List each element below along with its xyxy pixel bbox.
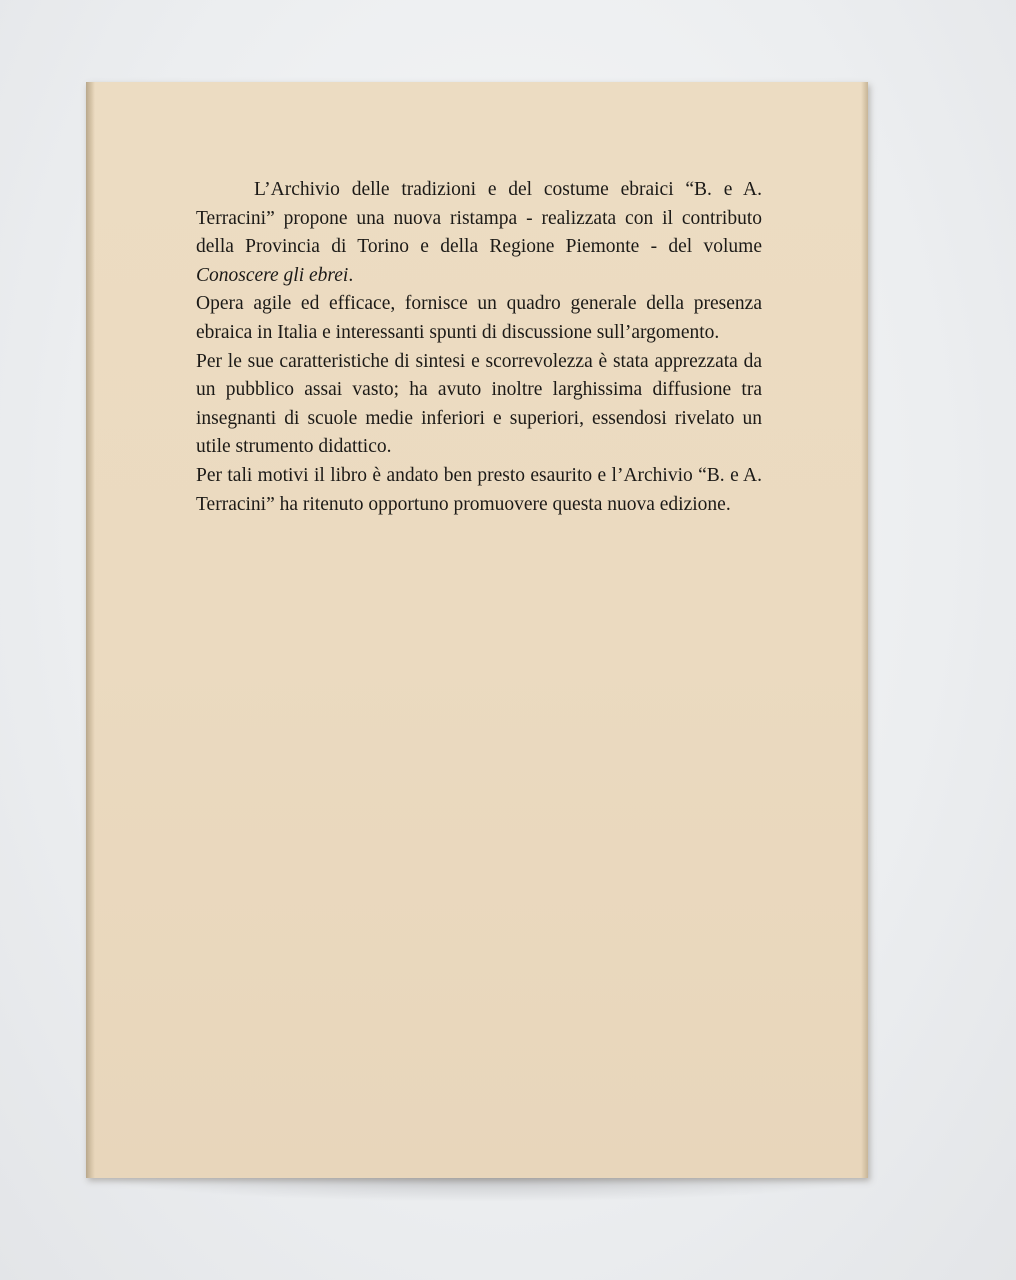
- cover-shadow: [92, 1176, 882, 1202]
- blurb-paragraph-3: Per le sue caratteristiche di sintesi e scorrevolezza è stata apprezzata da un pubblico assai vasto; ha avuto inoltre larghissima diffusione tra insegnanti di scuole medie inferiori e superiori, essendosi rivelato un utile strumento didattico.: [196, 350, 762, 458]
- book-back-cover: [86, 82, 868, 1178]
- book-title: Conoscere gli ebrei: [196, 264, 349, 286]
- paragraph-1-end: .: [348, 264, 354, 286]
- blurb-paragraph-1: [196, 176, 762, 290]
- blurb-paragraph-4: Per tali motivi il libro è andato ben presto esaurito e l’Archivio “B. e A. Terracini” ha ritenuto opportuno promuovere questa nuova edizione.: [196, 464, 762, 515]
- paragraph-1-text: L’Archivio delle tradizioni e del costume ebraici “B. e A. Terracini” propone una nuova ristampa - realizzata con il contributo della Provincia di Torino e della Regione Piemonte - del volume: [196, 179, 762, 258]
- blurb-paragraph-2: Opera agile ed efficace, fornisce un quadro generale della presenza ebraica in Italia e interessanti spunti di discussione sull’argomento.: [196, 293, 762, 343]
- blurb-text: [196, 176, 762, 519]
